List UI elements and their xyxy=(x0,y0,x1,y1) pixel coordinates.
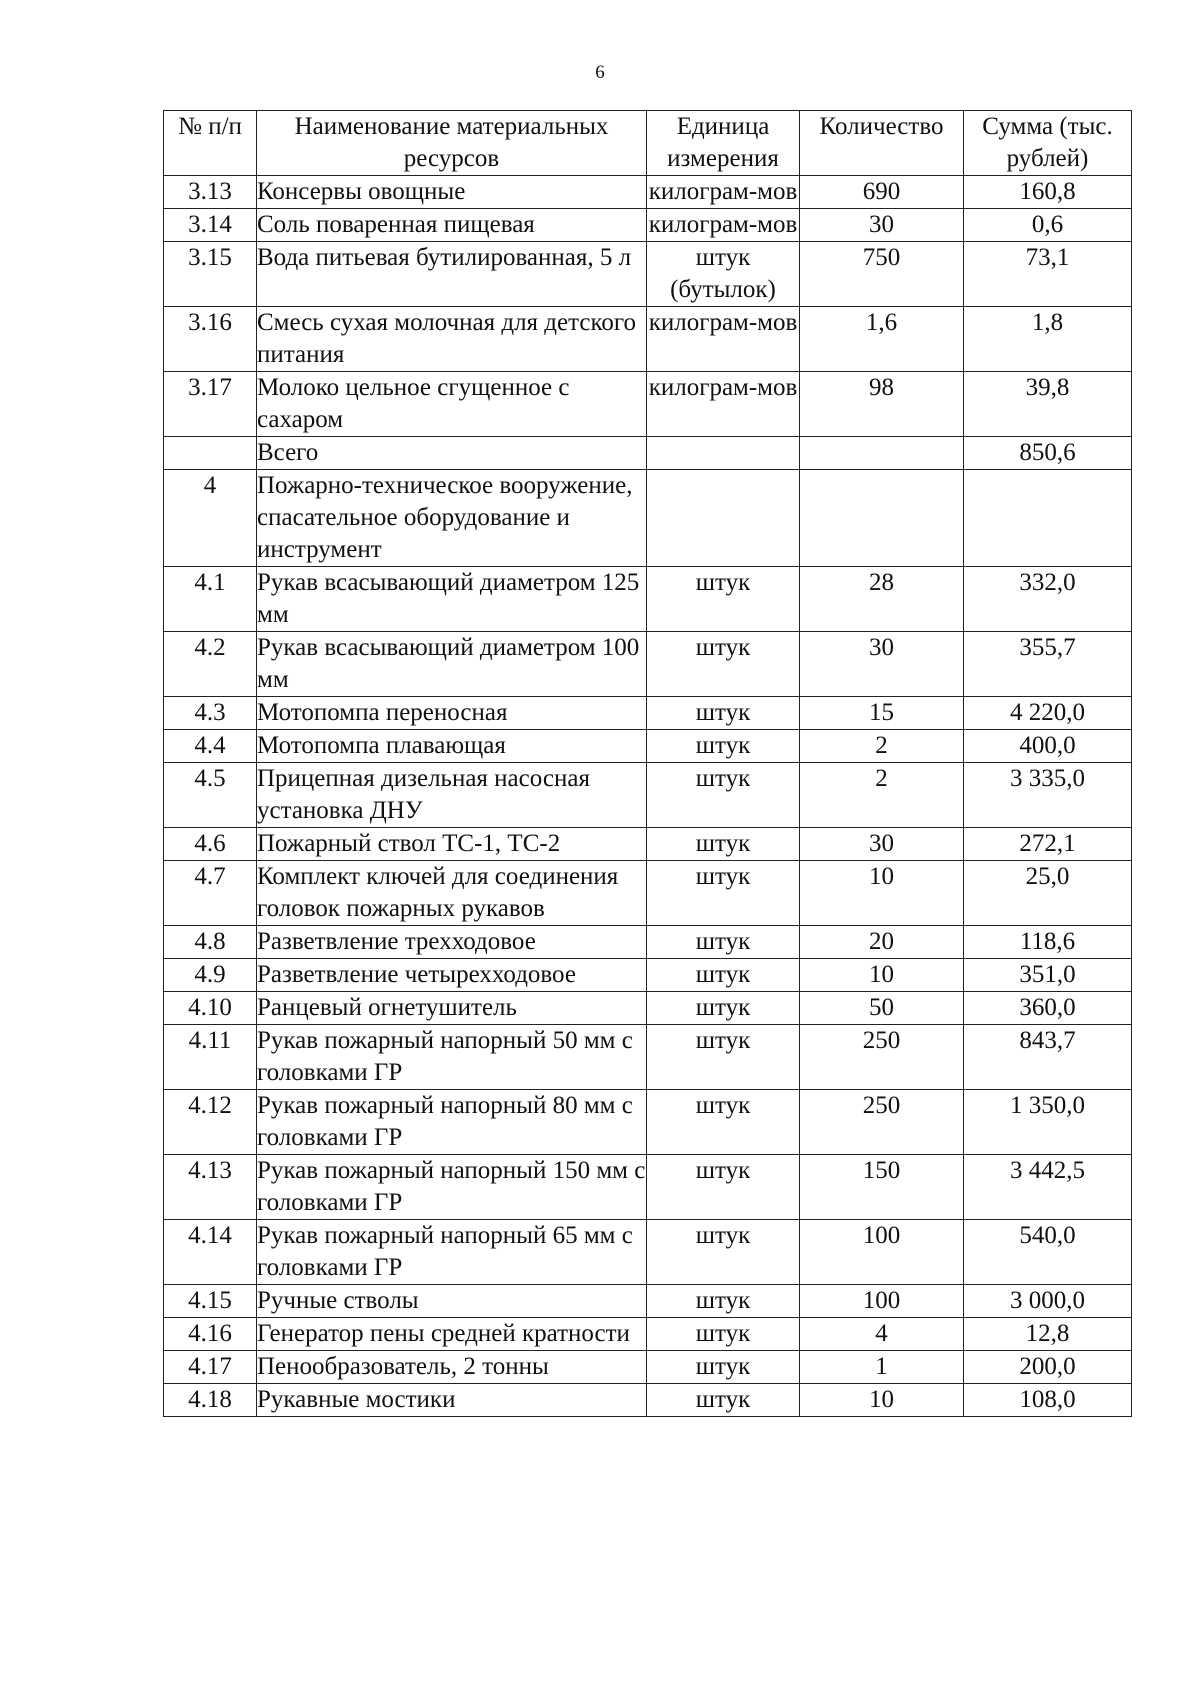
cell-unit: штук xyxy=(647,1285,800,1318)
cell-num: 4.11 xyxy=(164,1025,257,1090)
cell-qty: 1,6 xyxy=(800,307,964,372)
table-row xyxy=(164,372,1132,437)
cell-unit: штук xyxy=(647,926,800,959)
table-row xyxy=(164,861,1132,926)
cell-sum: 0,6 xyxy=(964,209,1132,242)
header-num: № п/п xyxy=(164,111,257,176)
cell-unit: штук xyxy=(647,632,800,697)
cell-unit: штук xyxy=(647,567,800,632)
cell-name: Рукав всасывающий диаметром 125 мм xyxy=(257,567,647,632)
cell-name: Молоко цельное сгущенное с сахаром xyxy=(257,372,647,437)
cell-num: 4.18 xyxy=(164,1384,257,1417)
cell-qty: 10 xyxy=(800,1384,964,1417)
cell-num: 4.6 xyxy=(164,828,257,861)
cell-qty: 4 xyxy=(800,1318,964,1351)
cell-unit: штук xyxy=(647,763,800,828)
cell-qty: 30 xyxy=(800,632,964,697)
cell-num: 3.15 xyxy=(164,242,257,307)
cell-sum: 118,6 xyxy=(964,926,1132,959)
cell-name: Ручные стволы xyxy=(257,1285,647,1318)
cell-unit: килограм-мов xyxy=(647,176,800,209)
table-row xyxy=(164,828,1132,861)
cell-qty: 2 xyxy=(800,763,964,828)
table-body xyxy=(164,176,1132,1417)
cell-sum: 108,0 xyxy=(964,1384,1132,1417)
cell-name: Прицепная дизельная насосная установка ДНУ xyxy=(257,763,647,828)
cell-num: 4.3 xyxy=(164,697,257,730)
table-row xyxy=(164,926,1132,959)
cell-unit: килограм-мов xyxy=(647,307,800,372)
cell-unit: штук xyxy=(647,1384,800,1417)
table-header xyxy=(164,111,1132,176)
cell-qty: 100 xyxy=(800,1285,964,1318)
cell-name: Мотопомпа переносная xyxy=(257,697,647,730)
cell-unit: штук xyxy=(647,1155,800,1220)
cell-qty: 98 xyxy=(800,372,964,437)
header-sum: Сумма (тыс. рублей) xyxy=(964,111,1132,176)
cell-name: Всего xyxy=(257,437,647,470)
cell-sum: 73,1 xyxy=(964,242,1132,307)
cell-name: Консервы овощные xyxy=(257,176,647,209)
cell-qty: 30 xyxy=(800,209,964,242)
cell-unit: штук xyxy=(647,959,800,992)
cell-name: Рукав пожарный напорный 50 мм с головками ГР xyxy=(257,1025,647,1090)
cell-num: 4.7 xyxy=(164,861,257,926)
cell-unit: штук xyxy=(647,1220,800,1285)
cell-qty: 690 xyxy=(800,176,964,209)
cell-qty: 10 xyxy=(800,861,964,926)
resources-table xyxy=(163,110,1132,1417)
cell-unit: штук xyxy=(647,730,800,763)
cell-sum: 540,0 xyxy=(964,1220,1132,1285)
cell-qty: 10 xyxy=(800,959,964,992)
page-number: 6 xyxy=(595,62,605,83)
table-row xyxy=(164,567,1132,632)
cell-unit: штук xyxy=(647,1025,800,1090)
table-row xyxy=(164,176,1132,209)
table-row xyxy=(164,470,1132,567)
cell-qty: 250 xyxy=(800,1025,964,1090)
cell-qty xyxy=(800,470,964,567)
cell-name: Смесь сухая молочная для детского питания xyxy=(257,307,647,372)
cell-sum: 351,0 xyxy=(964,959,1132,992)
table-row xyxy=(164,632,1132,697)
cell-num: 4.12 xyxy=(164,1090,257,1155)
table-row xyxy=(164,730,1132,763)
cell-sum: 3 335,0 xyxy=(964,763,1132,828)
table-row xyxy=(164,959,1132,992)
header-name: Наименование материальных ресурсов xyxy=(257,111,647,176)
cell-name: Пожарно-техническое вооружение, спасательное оборудование и инструмент xyxy=(257,470,647,567)
cell-name: Ранцевый огнетушитель xyxy=(257,992,647,1025)
cell-num: 4.4 xyxy=(164,730,257,763)
cell-name: Пожарный ствол ТС-1, ТС-2 xyxy=(257,828,647,861)
cell-name: Соль поваренная пищевая xyxy=(257,209,647,242)
cell-num xyxy=(164,437,257,470)
cell-num: 4 xyxy=(164,470,257,567)
header-unit: Единица измерения xyxy=(647,111,800,176)
cell-num: 4.9 xyxy=(164,959,257,992)
cell-num: 4.5 xyxy=(164,763,257,828)
table-row xyxy=(164,697,1132,730)
table-row xyxy=(164,1090,1132,1155)
cell-num: 4.10 xyxy=(164,992,257,1025)
cell-name: Рукав пожарный напорный 65 мм с головками ГР xyxy=(257,1220,647,1285)
cell-name: Рукав пожарный напорный 80 мм с головками ГР xyxy=(257,1090,647,1155)
cell-qty: 100 xyxy=(800,1220,964,1285)
cell-num: 4.1 xyxy=(164,567,257,632)
cell-num: 4.13 xyxy=(164,1155,257,1220)
cell-qty: 750 xyxy=(800,242,964,307)
cell-num: 4.8 xyxy=(164,926,257,959)
table-row xyxy=(164,242,1132,307)
cell-qty: 30 xyxy=(800,828,964,861)
cell-qty: 1 xyxy=(800,1351,964,1384)
cell-num: 4.14 xyxy=(164,1220,257,1285)
cell-num: 3.17 xyxy=(164,372,257,437)
cell-num: 4.17 xyxy=(164,1351,257,1384)
cell-name: Рукав всасывающий диаметром 100 мм xyxy=(257,632,647,697)
cell-num: 4.16 xyxy=(164,1318,257,1351)
cell-unit: штук (бутылок) xyxy=(647,242,800,307)
cell-qty: 150 xyxy=(800,1155,964,1220)
table-row xyxy=(164,1384,1132,1417)
table-row xyxy=(164,763,1132,828)
cell-qty: 250 xyxy=(800,1090,964,1155)
table-row xyxy=(164,1220,1132,1285)
cell-num: 3.14 xyxy=(164,209,257,242)
cell-name: Мотопомпа плавающая xyxy=(257,730,647,763)
cell-name: Разветвление четырехходовое xyxy=(257,959,647,992)
cell-sum: 1,8 xyxy=(964,307,1132,372)
cell-sum: 3 442,5 xyxy=(964,1155,1132,1220)
cell-sum: 850,6 xyxy=(964,437,1132,470)
cell-sum: 1 350,0 xyxy=(964,1090,1132,1155)
cell-unit xyxy=(647,437,800,470)
cell-unit: штук xyxy=(647,861,800,926)
cell-unit: штук xyxy=(647,1318,800,1351)
cell-unit: штук xyxy=(647,992,800,1025)
cell-sum: 360,0 xyxy=(964,992,1132,1025)
cell-name: Рукавные мостики xyxy=(257,1384,647,1417)
cell-qty: 50 xyxy=(800,992,964,1025)
cell-qty xyxy=(800,437,964,470)
cell-sum: 843,7 xyxy=(964,1025,1132,1090)
cell-name: Пенообразователь, 2 тонны xyxy=(257,1351,647,1384)
table-row xyxy=(164,992,1132,1025)
cell-unit: штук xyxy=(647,1351,800,1384)
cell-sum: 12,8 xyxy=(964,1318,1132,1351)
table-row xyxy=(164,1351,1132,1384)
cell-sum: 400,0 xyxy=(964,730,1132,763)
cell-unit: штук xyxy=(647,1090,800,1155)
cell-name: Генератор пены средней кратности xyxy=(257,1318,647,1351)
cell-name: Рукав пожарный напорный 150 мм с головками ГР xyxy=(257,1155,647,1220)
cell-sum: 160,8 xyxy=(964,176,1132,209)
table-row xyxy=(164,1025,1132,1090)
cell-unit: штук xyxy=(647,697,800,730)
cell-sum: 25,0 xyxy=(964,861,1132,926)
table-row xyxy=(164,1155,1132,1220)
cell-sum: 332,0 xyxy=(964,567,1132,632)
table-row xyxy=(164,1285,1132,1318)
cell-sum: 200,0 xyxy=(964,1351,1132,1384)
cell-sum: 3 000,0 xyxy=(964,1285,1132,1318)
cell-num: 3.13 xyxy=(164,176,257,209)
cell-sum: 39,8 xyxy=(964,372,1132,437)
cell-qty: 15 xyxy=(800,697,964,730)
cell-qty: 2 xyxy=(800,730,964,763)
cell-name: Вода питьевая бутилированная, 5 л xyxy=(257,242,647,307)
header-qty: Количество xyxy=(800,111,964,176)
cell-num: 4.15 xyxy=(164,1285,257,1318)
cell-unit: килограм-мов xyxy=(647,209,800,242)
cell-sum: 272,1 xyxy=(964,828,1132,861)
table-row xyxy=(164,307,1132,372)
cell-qty: 28 xyxy=(800,567,964,632)
cell-unit: килограм-мов xyxy=(647,372,800,437)
cell-unit xyxy=(647,470,800,567)
cell-unit: штук xyxy=(647,828,800,861)
cell-num: 3.16 xyxy=(164,307,257,372)
cell-sum xyxy=(964,470,1132,567)
cell-num: 4.2 xyxy=(164,632,257,697)
cell-qty: 20 xyxy=(800,926,964,959)
cell-sum: 355,7 xyxy=(964,632,1132,697)
table-row xyxy=(164,1318,1132,1351)
cell-name: Разветвление трехходовое xyxy=(257,926,647,959)
cell-name: Комплект ключей для соединения головок пожарных рукавов xyxy=(257,861,647,926)
table-row xyxy=(164,209,1132,242)
table-row xyxy=(164,437,1132,470)
cell-sum: 4 220,0 xyxy=(964,697,1132,730)
